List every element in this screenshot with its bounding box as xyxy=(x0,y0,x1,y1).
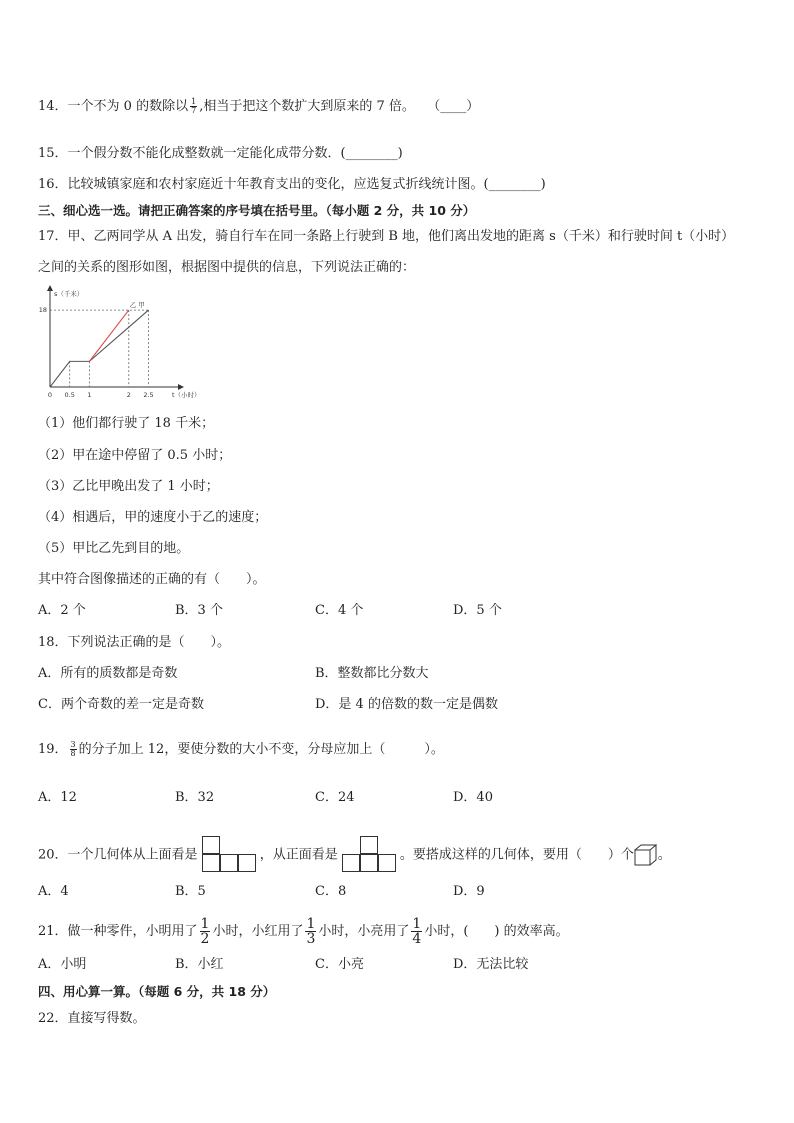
q19-fraction xyxy=(70,741,77,758)
series-1-line xyxy=(89,310,128,361)
q21-option-d[interactable]: D．无法比较 xyxy=(453,957,529,972)
q20-text-3: 。要搭成这样的几何体，要用（ ）个 xyxy=(399,847,634,863)
q14-number: 14． xyxy=(38,99,68,114)
q20-text-2: ，从正面看是 xyxy=(259,847,338,863)
q14-text-2: ,相当于把这个数扩大到原来的 7 倍。 xyxy=(199,99,415,114)
q20-text-1: 20．一个几何体从上面看是 xyxy=(38,847,198,863)
question-20 xyxy=(38,836,671,874)
q17-statement-1: （1）他们都行驶了 18 千米； xyxy=(38,416,215,431)
q21-f3-num: 1 xyxy=(412,916,422,932)
x-axis-arrow xyxy=(178,384,184,390)
q21-text-4: 小时，( ) 的效率高。 xyxy=(424,924,569,939)
front-view-figure xyxy=(342,836,400,874)
q14-answer-blank[interactable]: （____） xyxy=(427,99,480,114)
q20-option-b[interactable]: B．5 xyxy=(175,884,206,899)
q17-statement-5: （5）甲比乙先到目的地。 xyxy=(38,541,190,556)
q21-f2-num: 1 xyxy=(306,916,316,932)
series-labels: 乙 甲 xyxy=(129,301,145,310)
question-15: 15．一个假分数不能化成整数就一定能化成带分数．(________) xyxy=(38,146,403,161)
q21-text-3: 小时，小亮用了 xyxy=(318,924,410,939)
q18-option-c[interactable]: C．两个奇数的差一定是奇数 xyxy=(38,697,204,712)
q20-option-d[interactable]: D．9 xyxy=(453,884,485,899)
q19-option-d[interactable]: D．40 xyxy=(453,790,493,805)
distance-time-chart xyxy=(36,286,201,399)
q14-text-1: 一个不为 0 的数除以 xyxy=(67,99,189,114)
q18-option-b[interactable]: B．整数都比分数大 xyxy=(315,666,429,681)
q14-fraction xyxy=(190,98,197,115)
q19-option-b[interactable]: B．32 xyxy=(175,790,215,805)
q17-option-a[interactable]: A．2 个 xyxy=(38,603,86,618)
y-axis-arrow xyxy=(47,285,53,291)
x-tick-2: 1 xyxy=(87,391,92,399)
q19-text: 的分子加上 12，要使分数的大小不变，分母应加上（ ）。 xyxy=(78,742,444,757)
q17-statement-3: （3）乙比甲晚出发了 1 小时； xyxy=(38,479,219,494)
q21-f1-num: 1 xyxy=(200,916,210,932)
q17-statement-2: （2）甲在途中停留了 0.5 小时； xyxy=(38,448,232,463)
q19-number: 19． xyxy=(38,742,68,757)
q21-f3-den: 4 xyxy=(412,931,422,947)
q21-option-c[interactable]: C．小亮 xyxy=(315,957,364,972)
q14-frac-num: 1 xyxy=(191,97,197,106)
question-16: 16．比较城镇家庭和农村家庭近十年教育支出的变化，应选复式折线统计图。(________) xyxy=(38,177,546,192)
q18-option-a[interactable]: A．所有的质数都是奇数 xyxy=(38,666,178,681)
q17-option-c[interactable]: C．4 个 xyxy=(315,603,364,618)
q18-option-d[interactable]: D．是 4 的倍数的数一定是偶数 xyxy=(315,697,498,712)
q17-option-d[interactable]: D．5 个 xyxy=(453,603,502,618)
x-axis-label: t（小时） xyxy=(172,391,201,399)
q17-statement-4: （4）相遇后，甲的速度小于乙的速度； xyxy=(38,510,268,525)
cube-icon xyxy=(634,844,658,866)
q21-fraction-3 xyxy=(411,917,422,946)
x-tick-0: 0 xyxy=(47,391,53,399)
q21-text-2: 小时，小红用了 xyxy=(212,924,304,939)
section-4-heading: 四、用心算一算。（每题 6 分，共 18 分） xyxy=(38,984,276,999)
x-tick-3: 2 xyxy=(126,391,131,399)
question-18: 18．下列说法正确的是（ ）。 xyxy=(38,635,231,650)
x-tick-4: 2.5 xyxy=(143,391,154,399)
q21-option-a[interactable]: A．小明 xyxy=(38,957,87,972)
q19-option-c[interactable]: C．24 xyxy=(315,790,355,805)
section-3-heading: 三、细心选一选。请把正确答案的序号填在括号里。（每小题 2 分，共 10 分） xyxy=(38,203,476,218)
q19-frac-num: 3 xyxy=(70,740,76,749)
q17-question: 其中符合图像描述的正确的有（ ）。 xyxy=(38,572,266,587)
q20-text-4: 。 xyxy=(657,847,671,863)
q21-fraction-1 xyxy=(200,917,211,946)
q21-f1-den: 2 xyxy=(200,931,210,947)
q19-frac-den: 8 xyxy=(70,749,76,758)
q21-option-b[interactable]: B．小红 xyxy=(175,957,224,972)
q14-frac-den: 7 xyxy=(191,106,197,115)
q20-option-c[interactable]: C．8 xyxy=(315,884,347,899)
q20-option-a[interactable]: A．4 xyxy=(38,884,69,899)
q21-f2-den: 3 xyxy=(306,931,316,947)
question-17-line-1: 17．甲、乙两同学从 A 出发，骑自行车在同一条路上行驶到 B 地，他们离出发地的距离 s（千米）和行驶时间 t（小时） xyxy=(38,229,735,244)
x-tick-1: 0.5 xyxy=(64,391,75,399)
q21-fraction-2 xyxy=(305,917,316,946)
q17-option-b[interactable]: B．3 个 xyxy=(175,603,223,618)
question-19 xyxy=(38,741,444,759)
question-14 xyxy=(38,98,479,116)
y-tick-0: 18 xyxy=(38,306,47,315)
question-17-line-2: 之间的关系的图形如图，根据图中提供的信息，下列说法正确的： xyxy=(38,260,416,275)
y-axis-label: s（千米） xyxy=(54,290,84,298)
q21-text-1: 21．做一种零件，小明用了 xyxy=(38,924,198,939)
question-21 xyxy=(38,917,569,946)
q19-option-a[interactable]: A．12 xyxy=(38,790,77,805)
top-view-figure xyxy=(202,836,260,874)
question-22: 22．直接写得数。 xyxy=(38,1011,146,1026)
